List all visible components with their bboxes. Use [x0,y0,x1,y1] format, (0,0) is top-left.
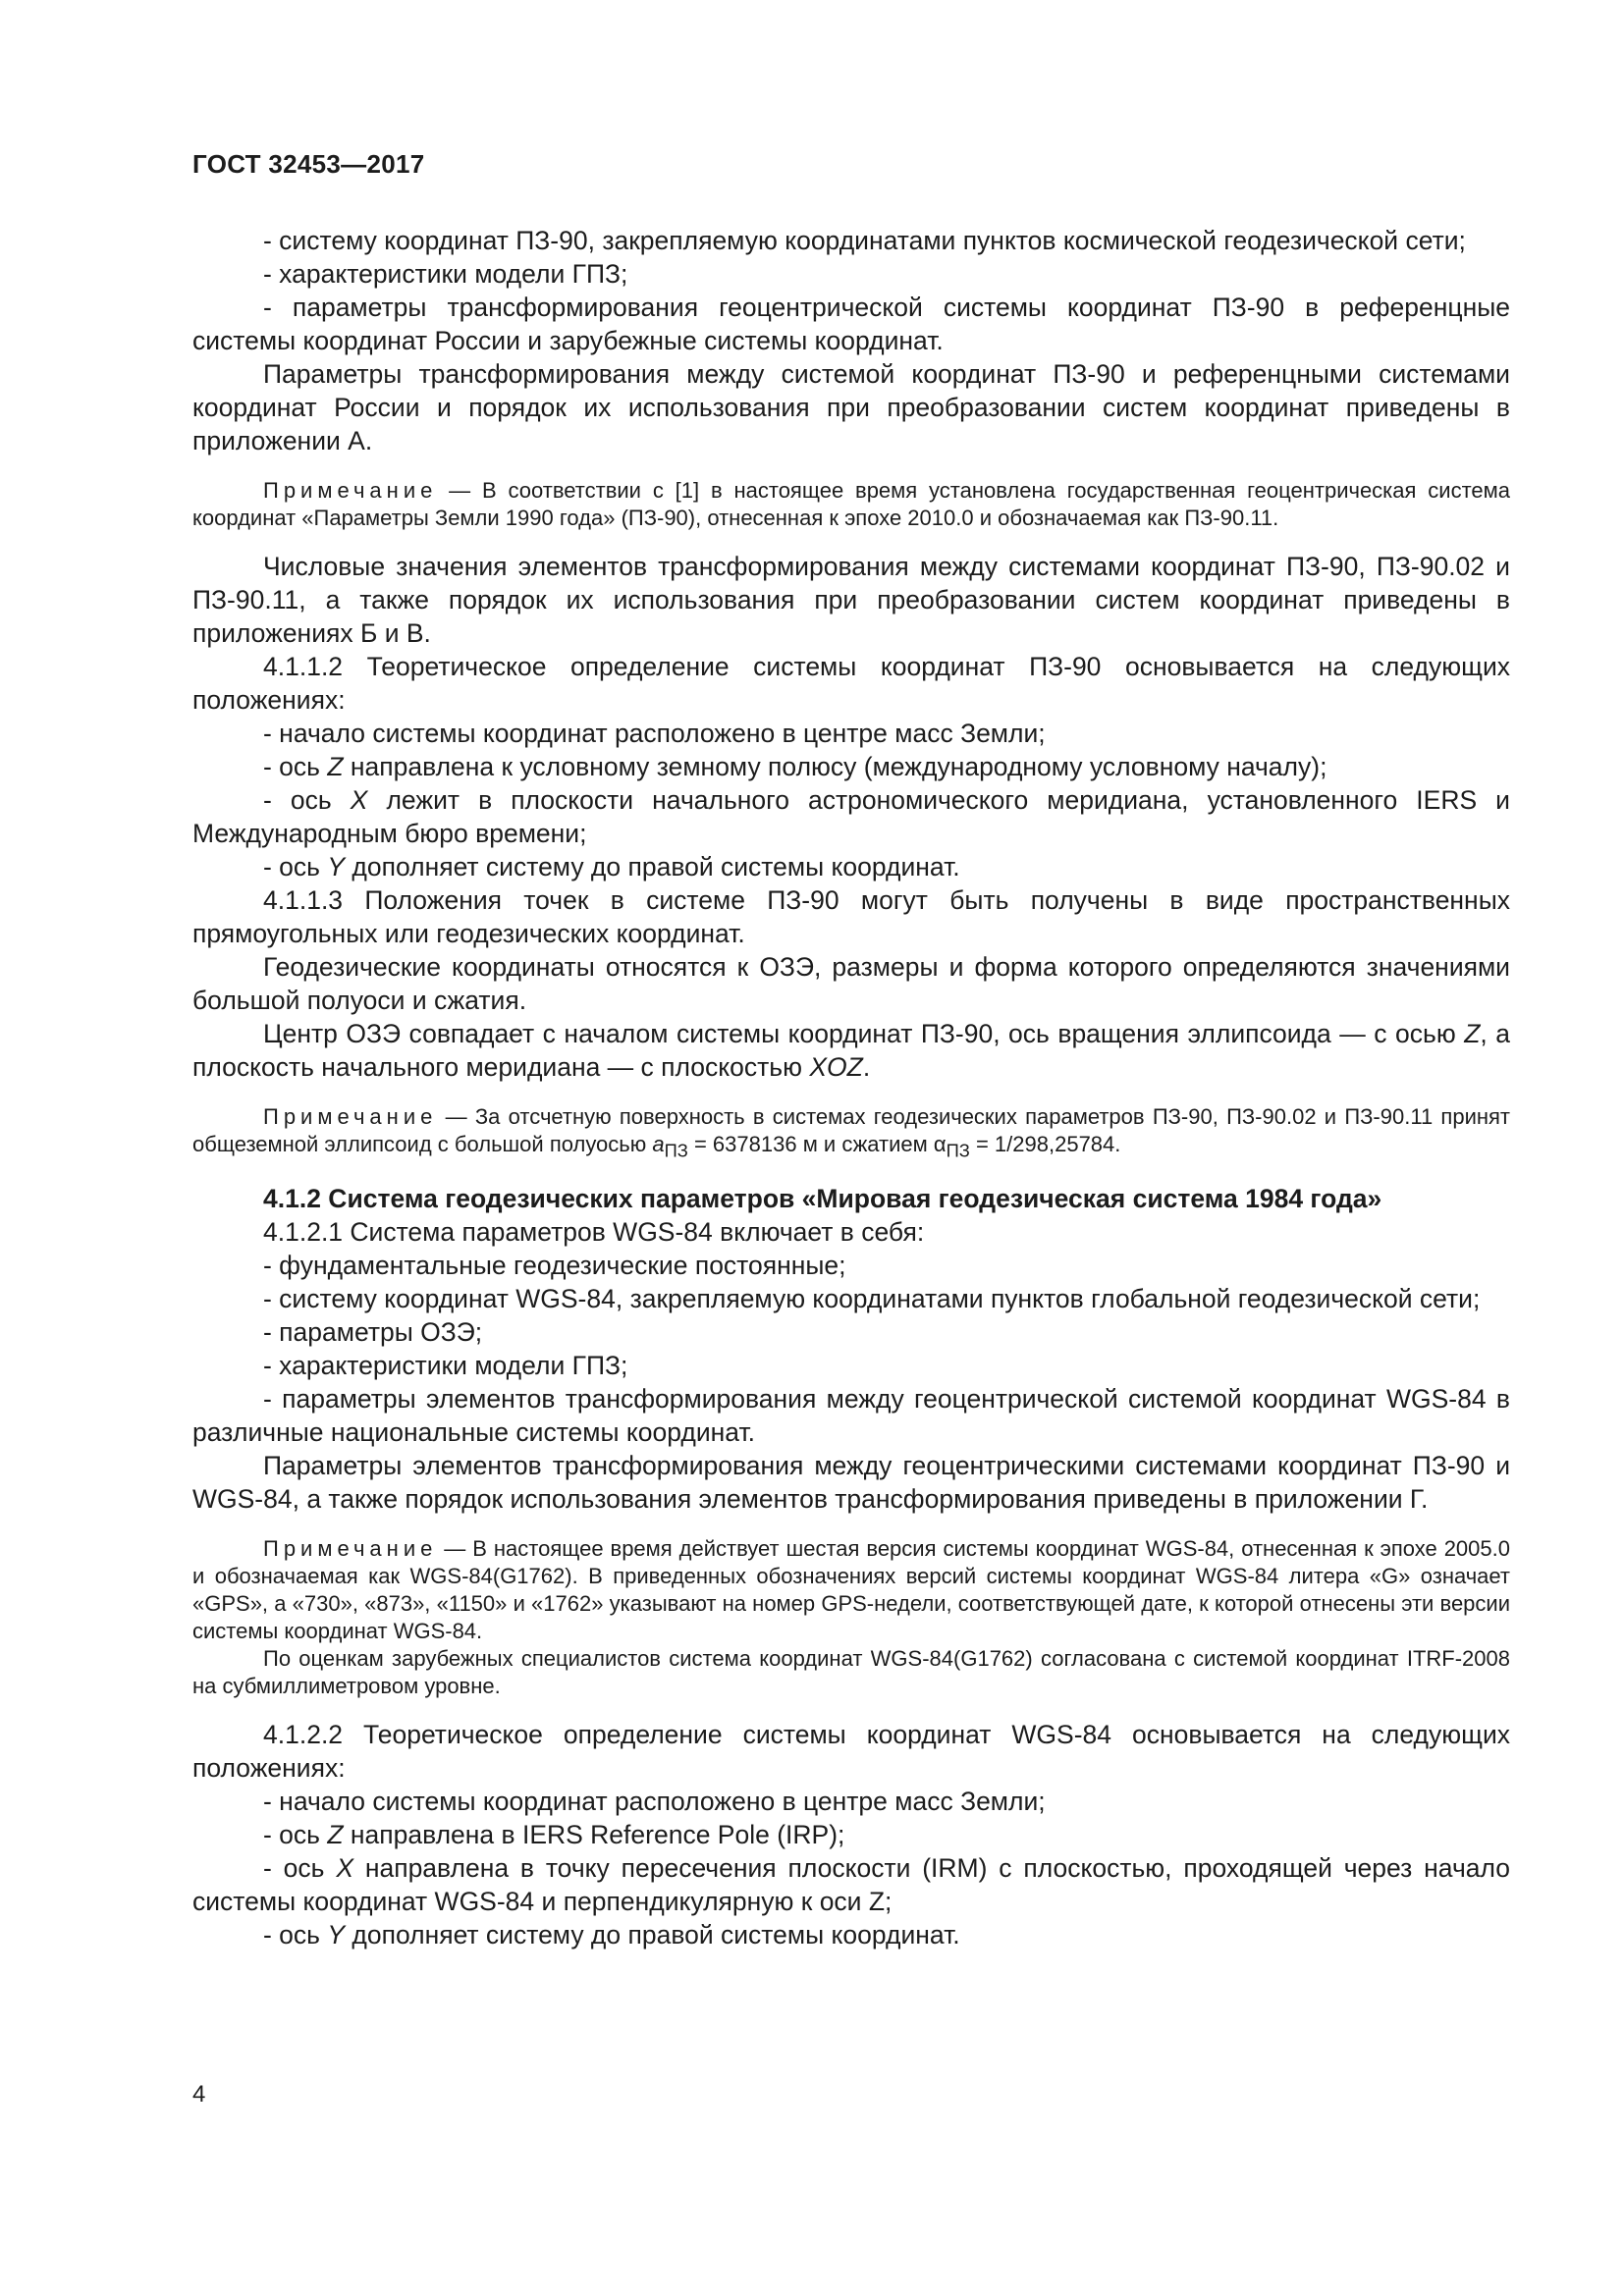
list-item-coordinate-system: - систему координат ПЗ-90, закрепляемую координатами пунктов космической геодезической сети; [263,226,1466,255]
list-item-transform-params: - параметры трансформирования геоцентрической системы координат ПЗ-90 в референцные системы координат России и зарубежные системы координат. [192,293,1510,355]
list-item-wgs-axis-y: - ось Y дополняет систему до правой системы координат. [263,1920,960,1950]
document-header: ГОСТ 32453—2017 [192,149,425,179]
paragraph-oze-center: Центр ОЗЭ совпадает с началом системы координат ПЗ-90, ось вращения эллипсоида — с осью Z, а плоскость начального меридиана — с плоскостью XOZ. [192,1019,1510,1082]
document-body [192,224,1510,1951]
paragraph-wgs-transform: Параметры элементов трансформирования между геоцентрическими системами координат ПЗ-90 и WGS-84, а также порядок использования элементов трансформирования приведены в приложении Г. [192,1451,1510,1515]
paragraph-transform-params: Параметры трансформирования между системой координат ПЗ-90 и референцными системами координат России и порядок их использования при преобразовании систем координат приведены в приложении А. [192,359,1510,455]
list-item-constants: - фундаментальные геодезические постоянные; [263,1251,846,1281]
note-2 [192,1103,1510,1164]
page-number: 4 [192,2081,206,2108]
note-3 [192,1535,1510,1700]
clause-4-1-2-2: 4.1.2.2 Теоретическое определение системы координат WGS-84 основывается на следующих положениях: [192,1720,1510,1784]
note-3-text-2: По оценкам зарубежных специалистов система координат WGS-84(G1762) согласована с системой координат ITRF-2008 на субмиллиметровом уровне. [192,1646,1510,1699]
list-item-oze-params: - параметры ОЗЭ; [263,1317,483,1348]
list-item-wgs-axis-x: - ось X направлена в точку пересечения плоскости (IRM) с плоскостью, проходящей через начало системы координат WGS-84 и перпендикулярную к оси Z; [192,1853,1510,1917]
note-dash: — [437,478,483,503]
list-item-origin: - начало системы координат расположено в центре масс Земли; [263,719,1046,748]
list-item-wgs-axis-z: - ось Z направлена в IERS Reference Pole (IRP); [263,1820,845,1850]
list-item-wgs-coordinate-system: - систему координат WGS-84, закрепляемую координатами пунктов глобальной геодезической сети; [263,1284,1481,1314]
list-item-wgs-origin: - начало системы координат расположено в центре масс Земли; [263,1787,1046,1817]
note-body: В соответствии с [1] в настоящее время установлена государственная геоцентрическая система координат «Параметры Земли 1990 года» (ПЗ-90), отнесенная к эпохе 2010.0 и обозначаемая как ПЗ-90.11. [192,478,1510,530]
list-item-axis-y: - ось Y дополняет систему до правой системы координат. [263,852,960,881]
note-3-text: Примечание — В настоящее время действует шестая версия системы координат WGS-84, отнесенная к эпохе 2005.0 и обозначаемая как WGS-84(G1762). В приведенных обозначениях версий системы координат WGS-84 литера «G» означает «GPS», а «730», «873», «1150» и «1762» указывают на номер GPS-недели, соответствующей дате, к которой отнесены эти версии системы координат WGS-84. [192,1536,1510,1644]
clause-4-1-1-3: 4.1.1.3 Положения точек в системе ПЗ-90 могут быть получены в виде пространственных прямоугольных или геодезических координат. [192,885,1510,948]
clause-4-1-1-2: 4.1.1.2 Теоретическое определение системы координат ПЗ-90 основывается на следующих положениях: [192,652,1510,715]
clause-4-1-2-1: 4.1.2.1 Система параметров WGS-84 включает в себя: [263,1217,925,1248]
list-item-gpz-model-2: - характеристики модели ГПЗ; [263,1351,628,1381]
paragraph-geodetic-coords: Геодезические координаты относятся к ОЗЭ, размеры и форма которого определяются значениями большой полуоси и сжатия. [192,952,1510,1015]
note-2-text: Примечание — За отсчетную поверхность в системах геодезических параметров ПЗ-90, ПЗ-90.02 и ПЗ-90.11 принят общеземной эллипсоид с большой полуосью $a_{ПЗ} = 6378136$ м и сжатием $\alpha_{ПЗ} = 1/298,25784$. [192,1104,1510,1161]
note-1-text [192,477,1510,532]
list-item-gpz-model: - характеристики модели ГПЗ; [263,259,628,289]
list-item-axis-x: - ось X лежит в плоскости начального астрономического меридиана, установленного IERS и Международным бюро времени; [192,785,1510,848]
section-heading-4-1-2: 4.1.2 Система геодезических параметров «Мировая геодезическая система 1984 года» [263,1184,1382,1214]
list-item-axis-z: - ось Z направлена к условному земному полюсу (международному условному началу); [263,752,1327,781]
note-label: Примечание [263,478,438,503]
note-1 [192,477,1510,532]
paragraph-numeric-values: Числовые значения элементов трансформирования между системами координат ПЗ-90, ПЗ-90.02 и ПЗ-90.11, а также порядок их использования при преобразовании систем координат приведены в приложениях Б и В. [192,552,1510,648]
list-item-wgs-transform: - параметры элементов трансформирования между геоцентрической системой координат WGS-84 в различные национальные системы координат. [192,1384,1510,1448]
